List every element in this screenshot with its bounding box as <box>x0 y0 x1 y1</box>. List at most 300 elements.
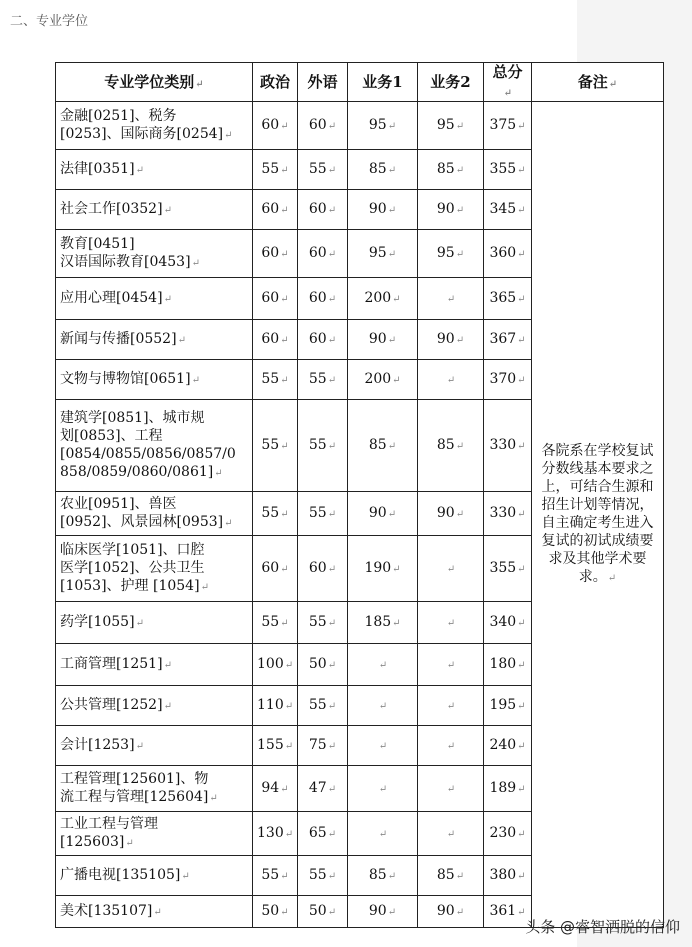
return-mark: ↵ <box>327 334 337 346</box>
subject2-cell <box>418 360 484 400</box>
return-mark: ↵ <box>327 870 337 882</box>
subject1-value: 200 <box>364 289 392 306</box>
subject2-value: 90 <box>436 902 455 919</box>
category-line: [1053]、护理 [1054] <box>60 577 200 594</box>
return-mark: ↵ <box>387 120 397 132</box>
subject2-cell <box>418 230 484 278</box>
header-category: 专业学位类别↵ <box>56 63 253 102</box>
return-mark: ↵ <box>517 508 526 520</box>
politics-value: 55 <box>261 866 280 883</box>
total-cell <box>484 686 532 726</box>
language-value: 55 <box>308 613 327 630</box>
return-mark: ↵ <box>455 870 465 882</box>
return-mark: ↵ <box>517 740 526 752</box>
return-mark: ↵ <box>163 659 172 671</box>
category-line: 农业[0951]、兽医 <box>60 495 177 512</box>
subject1-cell <box>348 856 418 896</box>
subject1-cell <box>348 766 418 812</box>
category-line: 法律[0351] <box>60 160 135 177</box>
category-cell <box>56 726 253 766</box>
return-mark: ↵ <box>446 659 456 671</box>
return-mark: ↵ <box>327 659 337 671</box>
total-value: 375 <box>489 116 517 133</box>
return-mark: ↵ <box>280 164 289 176</box>
subject1-cell <box>348 896 418 928</box>
politics-cell <box>253 726 298 766</box>
language-value: 60 <box>308 244 327 261</box>
politics-value: 55 <box>261 504 280 521</box>
politics-cell <box>253 602 298 644</box>
politics-value: 100 <box>257 655 284 672</box>
return-mark: ↵ <box>387 508 397 520</box>
return-mark: ↵ <box>280 374 289 386</box>
return-mark: ↵ <box>517 204 526 216</box>
return-mark: ↵ <box>200 581 209 593</box>
total-value: 230 <box>489 824 517 841</box>
return-mark: ↵ <box>455 906 465 918</box>
return-mark: ↵ <box>446 617 456 629</box>
return-mark: ↵ <box>378 740 388 752</box>
return-mark: ↵ <box>517 120 526 132</box>
return-mark: ↵ <box>392 374 401 386</box>
subject2-cell <box>418 644 484 686</box>
subject1-cell <box>348 360 418 400</box>
return-mark: ↵ <box>455 334 465 346</box>
subject2-cell <box>418 190 484 230</box>
return-mark: ↵ <box>327 164 337 176</box>
language-cell <box>298 896 348 928</box>
return-mark: ↵ <box>378 700 388 712</box>
category-line: 工程管理[125601]、物 <box>60 770 209 787</box>
return-mark: ↵ <box>280 120 289 132</box>
category-cell <box>56 190 253 230</box>
total-cell <box>484 766 532 812</box>
language-cell <box>298 856 348 896</box>
return-mark: ↵ <box>280 870 289 882</box>
return-mark: ↵ <box>392 293 401 305</box>
category-cell <box>56 150 253 190</box>
category-cell <box>56 360 253 400</box>
return-mark: ↵ <box>455 508 465 520</box>
politics-cell <box>253 536 298 602</box>
language-cell <box>298 766 348 812</box>
total-cell <box>484 150 532 190</box>
return-mark: ↵ <box>177 334 186 346</box>
subject1-cell <box>348 812 418 856</box>
total-cell <box>484 360 532 400</box>
politics-value: 60 <box>261 244 280 261</box>
subject1-value: 95 <box>368 244 387 261</box>
subject2-value: 85 <box>436 436 455 453</box>
language-value: 47 <box>308 779 327 796</box>
return-mark: ↵ <box>517 700 526 712</box>
return-mark: ↵ <box>455 120 465 132</box>
politics-value: 60 <box>261 289 280 306</box>
return-mark: ↵ <box>327 783 337 795</box>
return-mark: ↵ <box>280 334 289 346</box>
return-mark: ↵ <box>327 508 337 520</box>
return-mark: ↵ <box>378 828 388 840</box>
politics-cell <box>253 686 298 726</box>
return-mark: ↵ <box>327 700 337 712</box>
header-subject2: 业务2 <box>418 63 484 102</box>
politics-value: 60 <box>261 559 280 576</box>
return-mark: ↵ <box>135 164 144 176</box>
return-mark: ↵ <box>280 617 289 629</box>
total-cell <box>484 812 532 856</box>
language-cell <box>298 536 348 602</box>
subject1-value: 90 <box>368 330 387 347</box>
return-mark: ↵ <box>181 870 190 882</box>
return-mark: ↵ <box>446 783 456 795</box>
return-mark: ↵ <box>284 659 294 671</box>
language-cell <box>298 278 348 320</box>
category-line: 流工程与管理[125604] <box>60 788 209 805</box>
total-value: 355 <box>489 160 517 177</box>
subject2-cell <box>418 686 484 726</box>
return-mark: ↵ <box>284 828 294 840</box>
politics-value: 60 <box>261 330 280 347</box>
return-mark: ↵ <box>327 906 337 918</box>
return-mark: ↵ <box>135 617 144 629</box>
return-mark: ↵ <box>517 248 526 260</box>
total-value: 189 <box>489 779 517 796</box>
category-line: 858/0859/0860/0861] <box>60 463 214 480</box>
header-language: 外语 <box>298 63 348 102</box>
return-mark: ↵ <box>280 563 289 575</box>
language-cell <box>298 644 348 686</box>
return-mark: ↵ <box>387 440 397 452</box>
return-mark: ↵ <box>125 837 134 849</box>
language-cell <box>298 400 348 492</box>
subject1-value: 85 <box>368 866 387 883</box>
return-mark: ↵ <box>455 164 465 176</box>
total-value: 370 <box>489 370 517 387</box>
total-value: 340 <box>489 613 517 630</box>
subject1-cell <box>348 726 418 766</box>
return-mark: ↵ <box>280 906 289 918</box>
subject1-value: 85 <box>368 436 387 453</box>
category-cell <box>56 856 253 896</box>
politics-value: 60 <box>261 116 280 133</box>
category-line: 汉语国际教育[0453] <box>60 253 191 270</box>
return-mark: ↵ <box>517 828 526 840</box>
total-value: 360 <box>489 244 517 261</box>
category-cell <box>56 536 253 602</box>
return-mark: ↵ <box>191 374 200 386</box>
return-mark: ↵ <box>280 508 289 520</box>
total-cell <box>484 190 532 230</box>
subject2-cell <box>418 102 484 150</box>
return-mark: ↵ <box>446 293 456 305</box>
return-mark: ↵ <box>517 783 526 795</box>
return-mark: ↵ <box>214 467 223 479</box>
subject2-cell <box>418 150 484 190</box>
return-mark: ↵ <box>135 740 144 752</box>
language-value: 50 <box>308 655 327 672</box>
language-value: 55 <box>308 696 327 713</box>
return-mark: ↵ <box>387 248 397 260</box>
return-mark: ↵ <box>517 906 526 918</box>
politics-cell <box>253 360 298 400</box>
category-cell <box>56 896 253 928</box>
language-value: 60 <box>308 289 327 306</box>
politics-cell <box>253 230 298 278</box>
total-cell <box>484 102 532 150</box>
category-cell <box>56 686 253 726</box>
category-line: 工商管理[1251] <box>60 655 163 672</box>
return-mark: ↵ <box>387 906 397 918</box>
total-cell <box>484 536 532 602</box>
category-line: 金融[0251]、税务 <box>60 107 177 124</box>
category-line: 教育[0451] <box>60 235 135 252</box>
politics-cell <box>253 812 298 856</box>
politics-value: 60 <box>261 200 280 217</box>
return-mark: ↵ <box>284 700 294 712</box>
header-subject1: 业务1 <box>348 63 418 102</box>
subject2-cell <box>418 400 484 492</box>
subject1-cell <box>348 686 418 726</box>
subject2-value: 85 <box>436 160 455 177</box>
return-mark: ↵ <box>446 563 456 575</box>
return-mark: ↵ <box>327 248 337 260</box>
return-mark: ↵ <box>517 334 526 346</box>
category-line: [125603] <box>60 833 125 850</box>
header-total: 总分↵ <box>484 63 532 102</box>
return-mark: ↵ <box>280 783 289 795</box>
total-value: 367 <box>489 330 517 347</box>
category-line: 药学[1055] <box>60 613 135 630</box>
subject1-cell <box>348 278 418 320</box>
language-value: 55 <box>308 866 327 883</box>
subject1-value: 95 <box>368 116 387 133</box>
politics-value: 50 <box>261 902 280 919</box>
subject2-value: 85 <box>436 866 455 883</box>
category-cell <box>56 644 253 686</box>
category-cell <box>56 278 253 320</box>
politics-value: 130 <box>257 824 284 841</box>
return-mark: ↵ <box>517 293 526 305</box>
subject2-cell <box>418 896 484 928</box>
category-line: 划[0853]、工程 <box>60 427 163 444</box>
category-line: [0854/0855/0856/0857/0 <box>60 445 236 462</box>
language-cell <box>298 230 348 278</box>
subject1-cell <box>348 536 418 602</box>
return-mark: ↵ <box>191 257 200 269</box>
subject2-value: 95 <box>436 244 455 261</box>
total-cell <box>484 278 532 320</box>
return-mark: ↵ <box>327 374 337 386</box>
return-mark: ↵ <box>378 783 388 795</box>
category-line: [0253]、国际商务[0254] <box>60 125 224 142</box>
total-cell <box>484 856 532 896</box>
language-value: 75 <box>308 736 327 753</box>
return-mark: ↵ <box>327 563 337 575</box>
total-value: 380 <box>489 866 517 883</box>
return-mark: ↵ <box>387 334 397 346</box>
return-mark: ↵ <box>392 617 401 629</box>
return-mark: ↵ <box>153 906 162 918</box>
return-mark: ↵ <box>607 572 617 584</box>
return-mark: ↵ <box>446 740 456 752</box>
politics-value: 94 <box>261 779 280 796</box>
return-mark: ↵ <box>517 659 526 671</box>
category-cell <box>56 766 253 812</box>
subject2-cell <box>418 766 484 812</box>
language-value: 55 <box>308 370 327 387</box>
total-value: 361 <box>489 902 517 919</box>
subject1-cell <box>348 230 418 278</box>
politics-cell <box>253 856 298 896</box>
subject1-cell <box>348 102 418 150</box>
return-mark: ↵ <box>446 374 456 386</box>
subject2-cell <box>418 726 484 766</box>
return-mark: ↵ <box>163 204 172 216</box>
subject2-cell <box>418 536 484 602</box>
subject2-cell <box>418 320 484 360</box>
politics-value: 55 <box>261 160 280 177</box>
language-value: 55 <box>308 160 327 177</box>
return-mark: ↵ <box>280 204 289 216</box>
category-cell <box>56 492 253 536</box>
language-value: 60 <box>308 559 327 576</box>
return-mark: ↵ <box>392 563 401 575</box>
language-cell <box>298 320 348 360</box>
category-line: 公共管理[1252] <box>60 696 163 713</box>
subject1-cell <box>348 150 418 190</box>
return-mark: ↵ <box>163 700 172 712</box>
subject1-cell <box>348 400 418 492</box>
subject1-cell <box>348 190 418 230</box>
category-line: 建筑学[0851]、城市规 <box>60 410 205 427</box>
return-mark: ↵ <box>446 828 456 840</box>
total-cell <box>484 400 532 492</box>
return-mark: ↵ <box>517 440 526 452</box>
politics-value: 55 <box>261 613 280 630</box>
subject1-value: 85 <box>368 160 387 177</box>
return-mark: ↵ <box>327 740 337 752</box>
category-line: 医学[1052]、公共卫生 <box>60 559 205 576</box>
total-cell <box>484 726 532 766</box>
total-value: 330 <box>489 436 517 453</box>
politics-cell <box>253 400 298 492</box>
language-value: 60 <box>308 200 327 217</box>
return-mark: ↵ <box>455 248 465 260</box>
return-mark: ↵ <box>224 517 233 529</box>
category-cell <box>56 602 253 644</box>
politics-cell <box>253 190 298 230</box>
subject1-value: 185 <box>364 613 392 630</box>
language-cell <box>298 492 348 536</box>
politics-value: 155 <box>257 736 284 753</box>
politics-value: 55 <box>261 436 280 453</box>
politics-cell <box>253 492 298 536</box>
remarks-cell <box>532 102 664 928</box>
return-mark: ↵ <box>163 293 172 305</box>
return-mark: ↵ <box>327 828 337 840</box>
category-cell <box>56 102 253 150</box>
politics-cell <box>253 644 298 686</box>
return-mark: ↵ <box>209 792 218 804</box>
return-mark: ↵ <box>327 120 337 132</box>
total-cell <box>484 492 532 536</box>
politics-cell <box>253 896 298 928</box>
total-cell <box>484 644 532 686</box>
subject1-cell <box>348 320 418 360</box>
subject1-cell <box>348 644 418 686</box>
score-table-body <box>56 102 664 928</box>
category-line: 会计[1253] <box>60 736 135 753</box>
score-table <box>55 62 664 928</box>
category-cell <box>56 812 253 856</box>
subject1-value: 190 <box>364 559 392 576</box>
total-value: 330 <box>489 504 517 521</box>
category-cell <box>56 230 253 278</box>
return-mark: ↵ <box>327 293 337 305</box>
category-line: 应用心理[0454] <box>60 289 163 306</box>
category-line: [0952]、风景园林[0953] <box>60 513 224 530</box>
politics-cell <box>253 150 298 190</box>
return-mark: ↵ <box>280 248 289 260</box>
total-value: 240 <box>489 736 517 753</box>
return-mark: ↵ <box>378 659 388 671</box>
header-remarks: 备注↵ <box>532 63 664 102</box>
language-cell <box>298 726 348 766</box>
language-value: 55 <box>308 436 327 453</box>
return-mark: ↵ <box>224 129 233 141</box>
language-value: 60 <box>308 330 327 347</box>
category-line: 美术[135107] <box>60 902 153 919</box>
language-cell <box>298 602 348 644</box>
subject2-value: 90 <box>436 330 455 347</box>
politics-value: 110 <box>257 696 284 713</box>
return-mark: ↵ <box>455 204 465 216</box>
politics-cell <box>253 766 298 812</box>
language-cell <box>298 686 348 726</box>
category-line: 广播电视[135105] <box>60 866 181 883</box>
subject1-value: 200 <box>364 370 392 387</box>
return-mark: ↵ <box>280 440 289 452</box>
return-mark: ↵ <box>327 440 337 452</box>
section-title: 二、专业学位 <box>10 14 89 29</box>
politics-cell <box>253 102 298 150</box>
subject1-value: 90 <box>368 200 387 217</box>
category-cell <box>56 400 253 492</box>
total-value: 195 <box>489 696 517 713</box>
subject1-value: 90 <box>368 902 387 919</box>
subject2-cell <box>418 492 484 536</box>
category-line: 文物与博物馆[0651] <box>60 370 191 387</box>
language-cell <box>298 190 348 230</box>
language-value: 50 <box>308 902 327 919</box>
language-cell <box>298 360 348 400</box>
language-cell <box>298 812 348 856</box>
category-line: 临床医学[1051]、口腔 <box>60 542 205 559</box>
header-politics: 政治 <box>253 63 298 102</box>
return-mark: ↵ <box>284 740 294 752</box>
category-line: 新闻与传播[0552] <box>60 330 177 347</box>
return-mark: ↵ <box>517 164 526 176</box>
category-cell <box>56 320 253 360</box>
subject2-cell <box>418 278 484 320</box>
total-cell <box>484 230 532 278</box>
return-mark: ↵ <box>455 440 465 452</box>
table-row <box>56 102 664 150</box>
language-cell <box>298 150 348 190</box>
return-mark: ↵ <box>387 164 397 176</box>
category-line: 工业工程与管理 <box>60 815 158 832</box>
remarks-text: 各院系在学校复试分数线基本要求之上，可结合生源和招生计划等情况，自主确定考生进入复试的初试成绩要求及其他学术要求。 <box>541 443 654 585</box>
